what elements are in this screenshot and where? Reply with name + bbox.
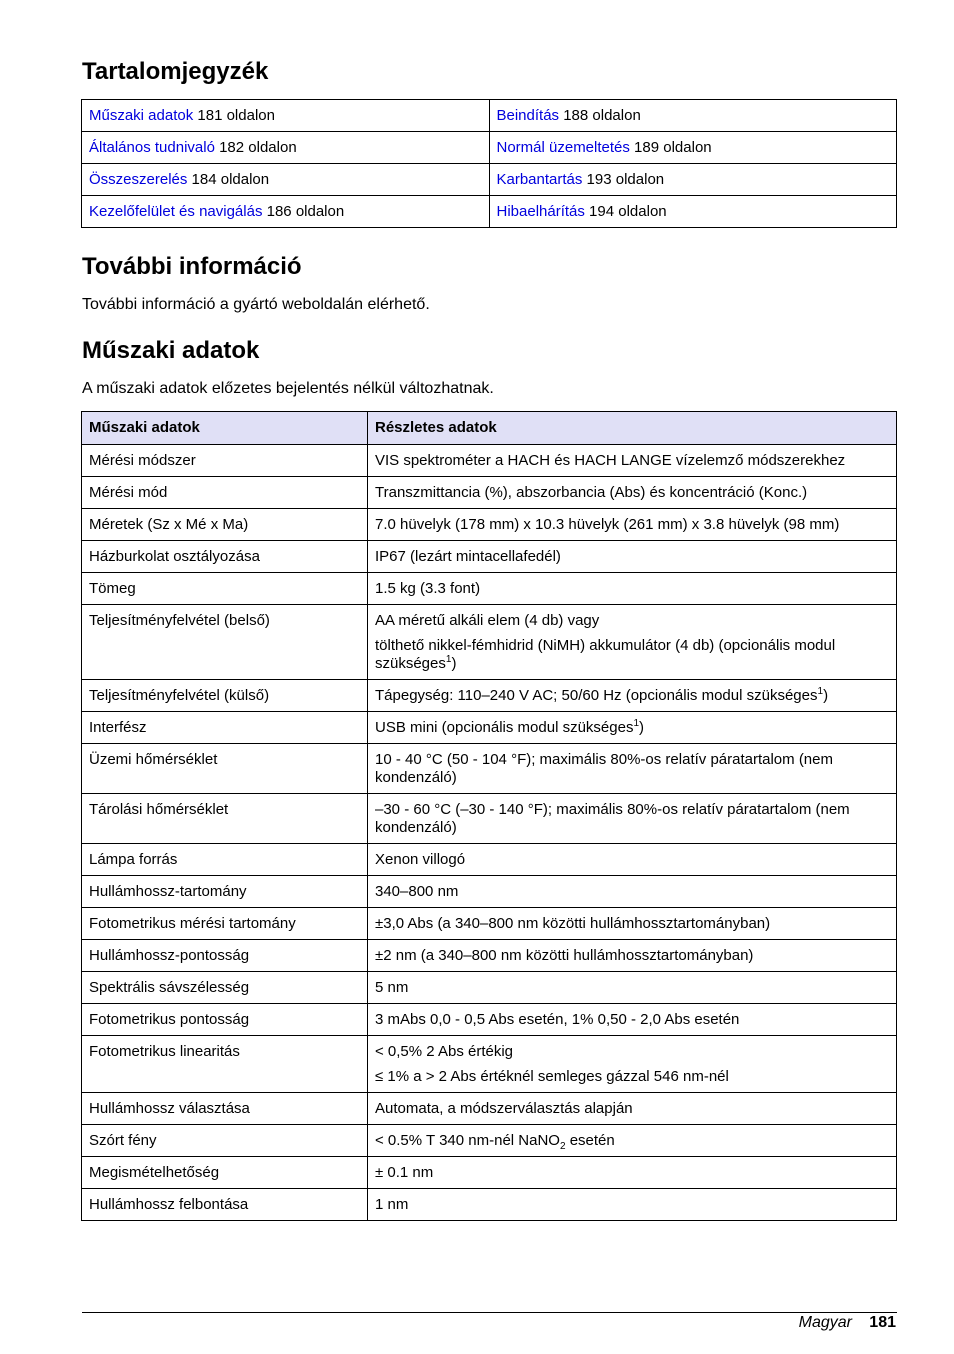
toc-row — [82, 196, 897, 228]
spec-value — [368, 541, 897, 573]
spec-value-text: 10 - 40 °C (50 - 104 °F); maximális 80%-os relatív páratartalom (nem kondenzáló) — [375, 751, 833, 786]
specs-row — [82, 972, 897, 1004]
spec-value — [368, 908, 897, 940]
toc-page-ref: 184 oldalon — [187, 170, 270, 188]
toc-link[interactable]: Beindítás — [496, 106, 560, 124]
toc-page-ref: 181 oldalon — [193, 106, 275, 124]
specs-row — [82, 1157, 897, 1189]
footer-divider — [82, 1312, 897, 1313]
spec-value-line — [375, 979, 889, 997]
toc-heading: Tartalomjegyzék — [82, 58, 269, 85]
spec-label: Teljesítményfelvétel (belső) — [82, 605, 368, 680]
spec-value-text: Tápegység: 110–240 V AC; 50/60 Hz (opcionális modul szükséges — [375, 687, 818, 704]
spec-value-line — [375, 947, 889, 965]
spec-label: Méretek (Sz x Mé x Ma) — [82, 509, 368, 541]
spec-value-line — [375, 1196, 889, 1214]
toc-cell — [489, 164, 897, 196]
spec-value-text: Automata, a módszerválasztás alapján — [375, 1100, 633, 1117]
spec-value-text: 5 nm — [375, 979, 409, 996]
spec-value-text: ± 0.1 nm — [375, 1164, 434, 1181]
specs-row — [82, 1125, 897, 1157]
toc-cell — [489, 196, 897, 228]
specs-table — [81, 411, 897, 1221]
specs-row — [82, 605, 897, 680]
specs-row — [82, 1093, 897, 1125]
spec-label: Fotometrikus linearitás — [82, 1036, 368, 1093]
spec-value-text: IP67 (lezárt mintacellafedél) — [375, 548, 561, 565]
spec-label: Üzemi hőmérséklet — [82, 744, 368, 794]
spec-value-text: 340–800 nm — [375, 883, 459, 900]
spec-value-line — [375, 883, 889, 901]
spec-label: Hullámhossz-tartomány — [82, 876, 368, 908]
spec-label: Mérési mód — [82, 477, 368, 509]
spec-label: Fotometrikus mérési tartomány — [82, 908, 368, 940]
toc-cell — [82, 100, 490, 132]
spec-value-text: VIS spektrométer a HACH és HACH LANGE vízelemző módszerekhez — [375, 452, 846, 469]
spec-value-text: 1.5 kg (3.3 font) — [375, 580, 481, 597]
spec-value — [368, 1189, 897, 1221]
spec-label: Tömeg — [82, 573, 368, 605]
spec-value-line — [375, 484, 889, 502]
specs-row — [82, 541, 897, 573]
specs-row — [82, 908, 897, 940]
spec-value — [368, 712, 897, 744]
specs-header-row — [82, 412, 897, 445]
spec-value-text: ≤ 1% a > 2 Abs értéknél semleges gázzal 546 nm-nél — [375, 1068, 729, 1085]
spec-label: Tárolási hőmérséklet — [82, 794, 368, 844]
toc-page-ref: 193 oldalon — [582, 170, 665, 188]
toc-link[interactable]: Normál üzemeltetés — [496, 138, 630, 156]
spec-value-line — [375, 580, 889, 598]
toc-link[interactable]: Általános tudnivaló — [89, 138, 215, 156]
spec-label: Házburkolat osztályozása — [82, 541, 368, 573]
spec-label: Mérési módszer — [82, 445, 368, 477]
spec-value-line — [375, 637, 889, 673]
spec-label: Hullámhossz felbontása — [82, 1189, 368, 1221]
spec-label: Hullámhossz-pontosság — [82, 940, 368, 972]
spec-value-text: Xenon villogó — [375, 851, 466, 868]
subscript: 2 — [559, 1141, 566, 1152]
more-info-heading: További információ — [82, 253, 302, 280]
spec-value-text: 3 mAbs 0,0 - 0,5 Abs esetén, 1% 0,50 - 2,0 Abs esetén — [375, 1011, 740, 1028]
spec-value — [368, 477, 897, 509]
specs-row — [82, 712, 897, 744]
spec-value-line — [375, 1132, 889, 1150]
specs-row — [82, 573, 897, 605]
spec-value-line — [375, 851, 889, 869]
footnote-marker: 1 — [633, 718, 640, 729]
spec-value — [368, 940, 897, 972]
toc-link[interactable]: Hibaelhárítás — [496, 202, 585, 220]
spec-label: Szórt fény — [82, 1125, 368, 1157]
footer-page-number: 181 — [869, 1314, 896, 1331]
spec-value-line — [375, 548, 889, 566]
specs-intro: A műszaki adatok előzetes bejelentés nélkül változhatnak. — [82, 380, 494, 397]
spec-value-line — [375, 687, 889, 705]
spec-label: Spektrális sávszélesség — [82, 972, 368, 1004]
footer-language: Magyar — [798, 1314, 852, 1331]
spec-value — [368, 794, 897, 844]
spec-value — [368, 445, 897, 477]
spec-label: Lámpa forrás — [82, 844, 368, 876]
toc-link[interactable]: Karbantartás — [496, 170, 583, 188]
specs-row — [82, 1189, 897, 1221]
spec-value — [368, 680, 897, 712]
spec-value-line — [375, 1100, 889, 1118]
spec-value-text: < 0.5% T 340 nm-nél NaNO — [375, 1132, 560, 1149]
spec-value-line — [375, 719, 889, 737]
toc-cell — [82, 196, 490, 228]
toc-link[interactable]: Műszaki adatok — [89, 106, 194, 124]
spec-value — [368, 1125, 897, 1157]
spec-value — [368, 1004, 897, 1036]
toc-cell — [489, 132, 897, 164]
spec-value — [368, 972, 897, 1004]
specs-row — [82, 680, 897, 712]
spec-value-line — [375, 751, 889, 787]
specs-col-header: Műszaki adatok — [82, 412, 368, 445]
spec-value — [368, 605, 897, 680]
spec-value-line — [375, 915, 889, 933]
specs-row — [82, 876, 897, 908]
spec-value-suffix: ) — [823, 687, 829, 704]
specs-row — [82, 940, 897, 972]
spec-value-line — [375, 1068, 889, 1086]
specs-row — [82, 1036, 897, 1093]
spec-label: Teljesítményfelvétel (külső) — [82, 680, 368, 712]
spec-value-text: 7.0 hüvelyk (178 mm) x 10.3 hüvelyk (261 mm) x 3.8 hüvelyk (98 mm) — [375, 516, 840, 533]
toc-cell — [82, 132, 490, 164]
toc-table — [81, 99, 897, 228]
specs-row — [82, 844, 897, 876]
toc-row — [82, 164, 897, 196]
toc-row — [82, 132, 897, 164]
toc-page-ref: 188 oldalon — [559, 106, 641, 124]
toc-link[interactable]: Összeszerelés — [89, 170, 188, 188]
spec-value-suffix: ) — [639, 719, 645, 736]
toc-row — [82, 100, 897, 132]
toc-page-ref: 186 oldalon — [262, 202, 345, 220]
specs-row — [82, 509, 897, 541]
more-info-text: További információ a gyártó weboldalán elérhető. — [82, 296, 430, 313]
spec-value-suffix: esetén — [565, 1132, 615, 1149]
spec-value-text: tölthető nikkel-fémhidrid (NiMH) akkumulátor (4 db) (opcionális modul szükséges — [375, 637, 836, 672]
spec-value — [368, 573, 897, 605]
spec-label: Fotometrikus pontosság — [82, 1004, 368, 1036]
spec-value-line — [375, 516, 889, 534]
specs-heading: Műszaki adatok — [82, 337, 260, 364]
spec-value-line — [375, 1164, 889, 1182]
spec-label: Megismételhetőség — [82, 1157, 368, 1189]
spec-value-suffix: ) — [451, 655, 457, 672]
specs-col-header: Részletes adatok — [368, 412, 897, 445]
spec-value — [368, 1093, 897, 1125]
footnote-marker: 1 — [817, 686, 824, 697]
spec-value-text: USB mini (opcionális modul szükséges — [375, 719, 634, 736]
spec-label: Hullámhossz választása — [82, 1093, 368, 1125]
spec-label: Interfész — [82, 712, 368, 744]
spec-value — [368, 876, 897, 908]
spec-value — [368, 1036, 897, 1093]
spec-value — [368, 509, 897, 541]
spec-value — [368, 844, 897, 876]
toc-page-ref: 194 oldalon — [584, 202, 667, 220]
specs-row — [82, 477, 897, 509]
spec-value-line — [375, 452, 889, 470]
spec-value-line — [375, 801, 889, 837]
spec-value-line — [375, 1011, 889, 1029]
spec-value-text: ±2 nm (a 340–800 nm közötti hullámhossztartományban) — [375, 947, 754, 964]
toc-page-ref: 189 oldalon — [629, 138, 712, 156]
specs-row — [82, 445, 897, 477]
spec-value-line — [375, 1043, 889, 1061]
spec-value-line — [375, 612, 889, 630]
spec-value-text: 1 nm — [375, 1196, 409, 1213]
specs-row — [82, 1004, 897, 1036]
spec-value-text: AA méretű alkáli elem (4 db) vagy — [375, 612, 600, 629]
spec-value — [368, 744, 897, 794]
footnote-marker: 1 — [445, 654, 452, 665]
specs-row — [82, 794, 897, 844]
spec-value-text: –30 - 60 °C (–30 - 140 °F); maximális 80%-os relatív páratartalom (nem kondenzáló) — [375, 801, 850, 836]
specs-row — [82, 744, 897, 794]
toc-cell — [489, 100, 897, 132]
spec-value — [368, 1157, 897, 1189]
spec-value-text: ±3,0 Abs (a 340–800 nm közötti hullámhossztartományban) — [375, 915, 771, 932]
spec-value-text: Transzmittancia (%), abszorbancia (Abs) és koncentráció (Konc.) — [375, 484, 808, 501]
toc-page-ref: 182 oldalon — [214, 138, 297, 156]
spec-value-text: < 0,5% 2 Abs értékig — [375, 1043, 514, 1060]
toc-link[interactable]: Kezelőfelület és navigálás — [89, 202, 263, 220]
toc-cell — [82, 164, 490, 196]
